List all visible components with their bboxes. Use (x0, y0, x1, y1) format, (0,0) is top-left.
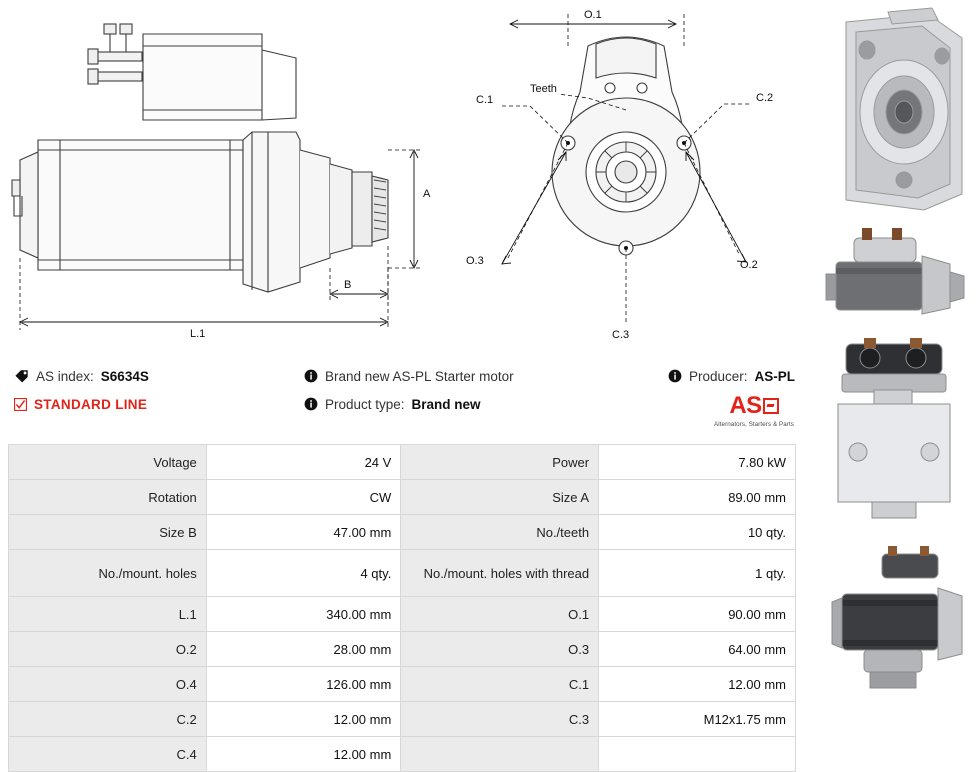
spec-value: 90.00 mm (599, 597, 796, 632)
info-col-producer (668, 362, 812, 390)
product-info-row (0, 362, 812, 440)
dim-label-a: A (423, 188, 431, 200)
as-logo-letters: AS (729, 392, 762, 419)
spec-key: C.3 (401, 702, 599, 737)
spec-value: 12.00 mm (206, 737, 401, 772)
table-row (9, 632, 796, 667)
spec-key: Voltage (9, 445, 207, 480)
as-index-line (14, 362, 304, 390)
product-type-line (304, 390, 664, 418)
as-logo-mark (763, 398, 779, 414)
spec-value: 4 qty. (206, 550, 401, 597)
checkbox-icon (14, 398, 27, 411)
spec-key: O.2 (9, 632, 207, 667)
dim-label-o3: O.3 (466, 255, 484, 267)
spec-value: CW (206, 480, 401, 515)
info-icon (668, 369, 682, 383)
specifications-table (8, 444, 796, 772)
dim-label-o1: O.1 (584, 9, 602, 21)
tag-icon (14, 369, 29, 384)
table-row (9, 597, 796, 632)
spec-key: Size B (9, 515, 207, 550)
description-text: Brand new AS-PL Starter motor (325, 368, 514, 384)
info-col-index (14, 362, 304, 418)
spec-key: No./mount. holes (9, 550, 207, 597)
spec-value: 28.00 mm (206, 632, 401, 667)
spec-value: 47.00 mm (206, 515, 401, 550)
spec-value: 10 qty. (599, 515, 796, 550)
product-type-value: Brand new (411, 396, 481, 412)
front-view-svg (440, 0, 812, 358)
side-view-svg (0, 0, 440, 358)
spec-value: 64.00 mm (599, 632, 796, 667)
spec-key: Power (401, 445, 599, 480)
producer-label: Producer: (689, 368, 748, 384)
table-row (9, 515, 796, 550)
table-row (9, 445, 796, 480)
product-type-label: Product type: (325, 396, 405, 412)
info-icon (304, 397, 318, 411)
spec-key: O.3 (401, 632, 599, 667)
info-col-description (304, 362, 664, 418)
as-logo-text (708, 394, 800, 418)
starter-front-view-drawing (440, 0, 812, 358)
table-row (9, 550, 796, 597)
table-row (9, 702, 796, 737)
producer-value: AS-PL (754, 368, 796, 384)
as-logo-tagline: Alternators, Starters & Parts (714, 421, 794, 428)
spec-value: M12x1.75 mm (599, 702, 796, 737)
spec-key: C.2 (9, 702, 207, 737)
spec-key: Size A (401, 480, 599, 515)
spec-value: 1 qty. (599, 550, 796, 597)
spec-value: 89.00 mm (599, 480, 796, 515)
spec-key: C.1 (401, 667, 599, 702)
dim-label-c3: C.3 (612, 329, 630, 341)
product-photo-column (812, 0, 976, 720)
spec-key: No./teeth (401, 515, 599, 550)
dim-label-teeth: Teeth (530, 83, 557, 95)
spec-value: 126.00 mm (206, 667, 401, 702)
spec-value: 340.00 mm (206, 597, 401, 632)
table-row (9, 480, 796, 515)
spec-key: C.4 (9, 737, 207, 772)
spec-value: 24 V (206, 445, 401, 480)
dim-label-l1: L.1 (190, 328, 206, 340)
standard-line-row (14, 390, 304, 418)
table-row (9, 667, 796, 702)
dim-label-b: B (344, 279, 352, 291)
dim-label-c1: C.1 (476, 94, 494, 106)
spec-key: O.4 (9, 667, 207, 702)
producer-line (668, 362, 812, 390)
product-photo-side-dark[interactable] (812, 222, 976, 330)
dim-label-c2: C.2 (756, 92, 774, 104)
as-index-value: S6634S (100, 368, 149, 384)
dim-label-o2: O.2 (740, 259, 758, 271)
spec-key: Rotation (9, 480, 207, 515)
starter-side-view-drawing (0, 0, 440, 358)
as-index-label: AS index: (36, 368, 94, 384)
spec-value: 12.00 mm (206, 702, 401, 737)
product-photo-solenoid[interactable] (812, 334, 976, 534)
product-photo-front[interactable] (812, 4, 976, 220)
description-line (304, 362, 664, 390)
spec-key: No./mount. holes with thread (401, 550, 599, 597)
as-pl-logo (708, 394, 800, 428)
product-photo-assembly[interactable] (812, 540, 976, 716)
spec-key: O.1 (401, 597, 599, 632)
spec-value: 12.00 mm (599, 667, 796, 702)
spec-value: 7.80 kW (599, 445, 796, 480)
table-row (9, 737, 796, 772)
spec-key: L.1 (9, 597, 207, 632)
technical-drawings (0, 0, 812, 358)
info-icon (304, 369, 318, 383)
standard-line-label: STANDARD LINE (34, 396, 148, 412)
spec-value-empty (599, 737, 796, 772)
spec-key-empty (401, 737, 599, 772)
